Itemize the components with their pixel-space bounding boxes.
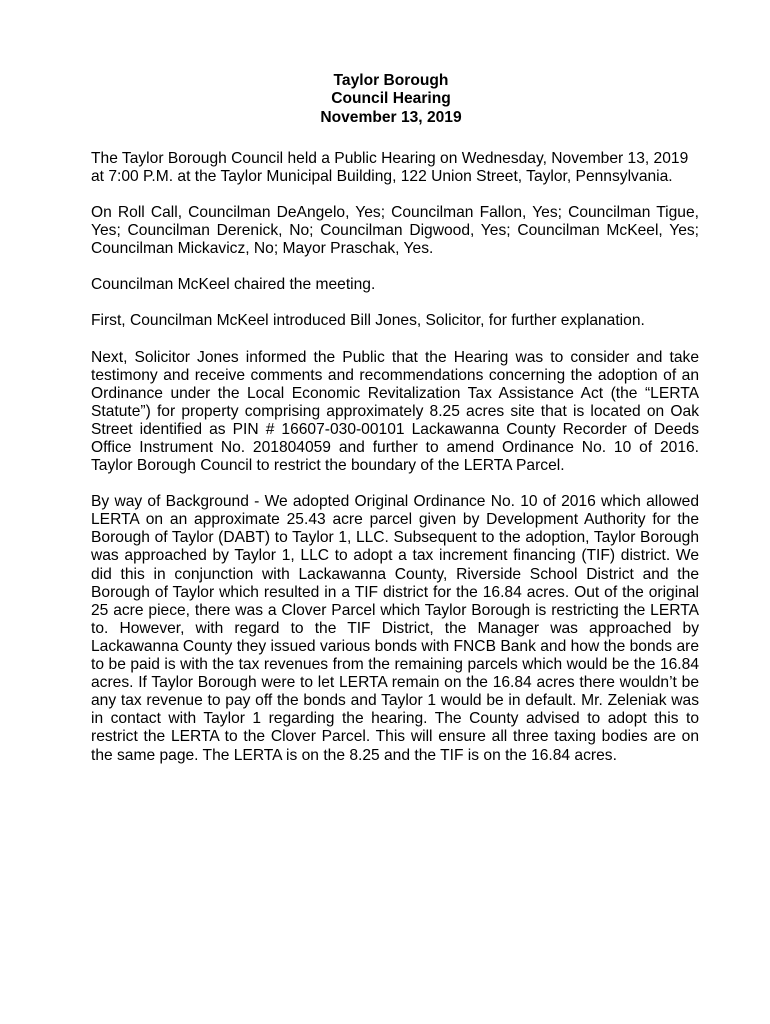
header-hearing: Council Hearing (331, 90, 451, 108)
paragraph-background: By way of Background - We adopted Original Ordinance No. 10 of 2016 which allowed LERTA on an approximate 25.43 acre parcel given by Development Authority for the Borough of Taylor (DABT) to Taylor 1, LLC. Subsequent to the adoption, Taylor Borough was approached by Taylor 1, LLC to adopt a tax increment financing (TIF) district. We did this in conjunction with Lackawanna County, Riverside School District and the Borough of Taylor which resulted in a TIF district for the 16.84 acres. Out of the original 25 acre piece, there was a Clover Parcel which Taylor Borough is restricting the LERTA to. However, with regard to the TIF District, the Manager was approached by Lackawanna County they issued various bonds with FNCB Bank and how the bonds are to be paid is with the tax revenues from the remaining parcels which would be the 16.84 acres. If Taylor Borough were to let LERTA remain on the 16.84 acres there wouldn’t be any tax revenue to pay off the bonds and Taylor 1 would be in default. Mr. Zeleniak was in contact with Taylor 1 regarding the hearing. The County advised to adopt this to restrict the LERTA to the Clover Parcel. This will ensure all three taxing bodies are on the same page. The LERTA is on the 8.25 and the TIF is on the 16.84 acres. (91, 493, 699, 764)
paragraph-chair: Councilman McKeel chaired the meeting. (91, 276, 376, 294)
header-borough: Taylor Borough (333, 72, 449, 89)
header-date: November 13, 2019 (320, 108, 462, 126)
paragraph-roll-call: On Roll Call, Councilman DeAngelo, Yes; Councilman Fallon, Yes; Councilman Tigue, Yes; Councilman Derenick, No; Councilman Digwood, Yes; Councilman McKeel, Yes; Councilman Mickavicz, No; Mayor Praschak, Yes. (91, 204, 699, 258)
document-header (83, 72, 699, 127)
paragraph-intro: The Taylor Borough Council held a Public Hearing on Wednesday, November 13, 2019 at 7:00 P.M. at the Taylor Municipal Building, 122 Union Street, Taylor, Pennsylvania. (91, 149, 689, 185)
paragraph-introduction: First, Councilman McKeel introduced Bill Jones, Solicitor, for further explanation. (91, 312, 645, 330)
document-page (91, 72, 699, 765)
paragraph-solicitor: Next, Solicitor Jones informed the Public that the Hearing was to consider and take testimony and receive comments and recommendations concerning the adoption of an Ordinance under the Local Economic Revitalization Tax Assistance Act (the “LERTA Statute”) for property comprising approximately 8.25 acres site that is located on Oak Street identified as PIN # 16607-030-00101 Lackawanna County Recorder of Deeds Office Instrument No. 201804059 and further to amend Ordinance No. 10 of 2016. Taylor Borough Council to restrict the boundary of the LERTA Parcel. (91, 348, 699, 475)
